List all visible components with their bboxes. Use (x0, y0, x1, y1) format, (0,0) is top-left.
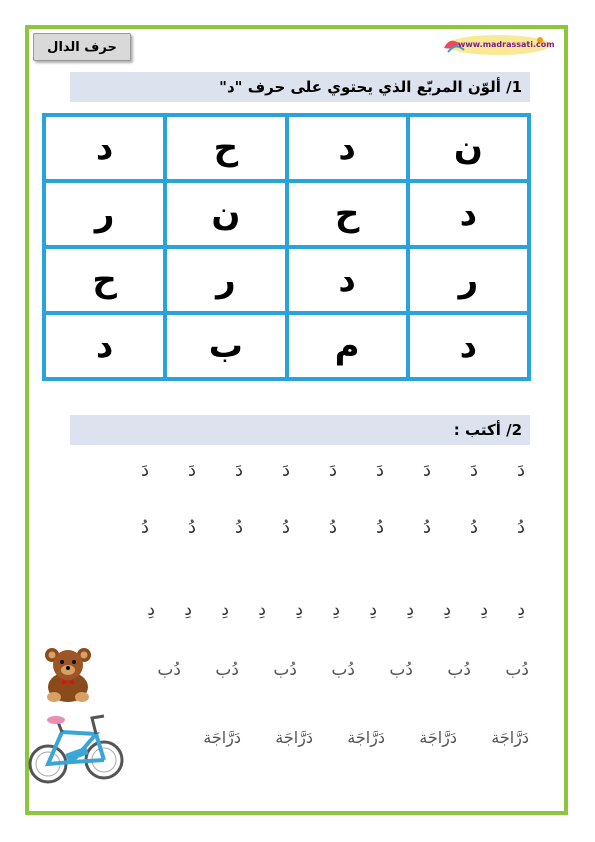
trace-item: دُ (281, 517, 290, 538)
trace-item: دُ (187, 517, 196, 538)
trace-item: دُب (215, 660, 239, 680)
grid-cell[interactable]: ر (44, 181, 165, 247)
grid-cell[interactable]: ر (408, 247, 529, 313)
trace-item: دَ (140, 460, 149, 481)
trace-item: دَ (234, 460, 243, 481)
trace-item: دُ (469, 517, 478, 538)
trace-item: دَ (469, 460, 478, 481)
trace-item: دَرَّاجَة (275, 728, 313, 747)
trace-item: دُ (516, 517, 525, 538)
logo-text: www.madrassati.com (458, 40, 555, 49)
grid-cell[interactable]: د (44, 115, 165, 181)
grid-cell[interactable]: ح (165, 115, 286, 181)
trace-item: دِ (480, 600, 488, 620)
exercise-1-title: 1/ ألوّن المربّع الذي يحتوي على حرف "د" (70, 72, 530, 102)
trace-item: دَرَّاجَة (203, 728, 241, 747)
trace-item: دِ (443, 600, 451, 620)
trace-item: دَ (422, 460, 431, 481)
trace-item: دُب (447, 660, 471, 680)
trace-item: دُب (389, 660, 413, 680)
trace-item: دِ (221, 600, 229, 620)
trace-item: دُب (273, 660, 297, 680)
trace-item: دَرَّاجَة (347, 728, 385, 747)
grid-cell[interactable]: د (408, 313, 529, 379)
trace-item: دِ (147, 600, 155, 620)
topic-tag: حرف الدال (33, 33, 131, 61)
grid-cell[interactable]: ر (165, 247, 286, 313)
trace-item: دَ (375, 460, 384, 481)
trace-item: دَرَّاجَة (491, 728, 529, 747)
trace-item: دِ (184, 600, 192, 620)
trace-item: دُب (331, 660, 355, 680)
bicycle-image (28, 712, 124, 788)
trace-item: دَرَّاجَة (419, 728, 457, 747)
trace-item: دِ (332, 600, 340, 620)
trace-item: دُ (140, 517, 149, 538)
teddy-bear-image (40, 645, 96, 703)
trace-item: دُ (375, 517, 384, 538)
grid-cell[interactable]: م (287, 313, 408, 379)
trace-item: دَ (328, 460, 337, 481)
letter-grid (42, 113, 531, 381)
trace-item: دُ (328, 517, 337, 538)
trace-item: دُب (157, 660, 181, 680)
grid-cell[interactable]: د (287, 247, 408, 313)
grid-cell[interactable]: ن (408, 115, 529, 181)
trace-item: دِ (295, 600, 303, 620)
trace-item: دُب (505, 660, 529, 680)
grid-cell[interactable]: د (408, 181, 529, 247)
grid-cell[interactable]: د (44, 313, 165, 379)
trace-item: دِ (517, 600, 525, 620)
exercise-2-title: 2/ أكتب : (70, 415, 530, 445)
trace-item: دُ (422, 517, 431, 538)
trace-item: دِ (369, 600, 377, 620)
grid-cell[interactable]: ح (287, 181, 408, 247)
trace-item: دِ (258, 600, 266, 620)
grid-cell[interactable]: ن (165, 181, 286, 247)
trace-item: دَ (516, 460, 525, 481)
grid-cell[interactable]: ب (165, 313, 286, 379)
trace-item: دِ (406, 600, 414, 620)
grid-cell[interactable]: د (287, 115, 408, 181)
trace-item: دَ (281, 460, 290, 481)
grid-cell[interactable]: ح (44, 247, 165, 313)
trace-item: دُ (234, 517, 243, 538)
trace-item: دَ (187, 460, 196, 481)
